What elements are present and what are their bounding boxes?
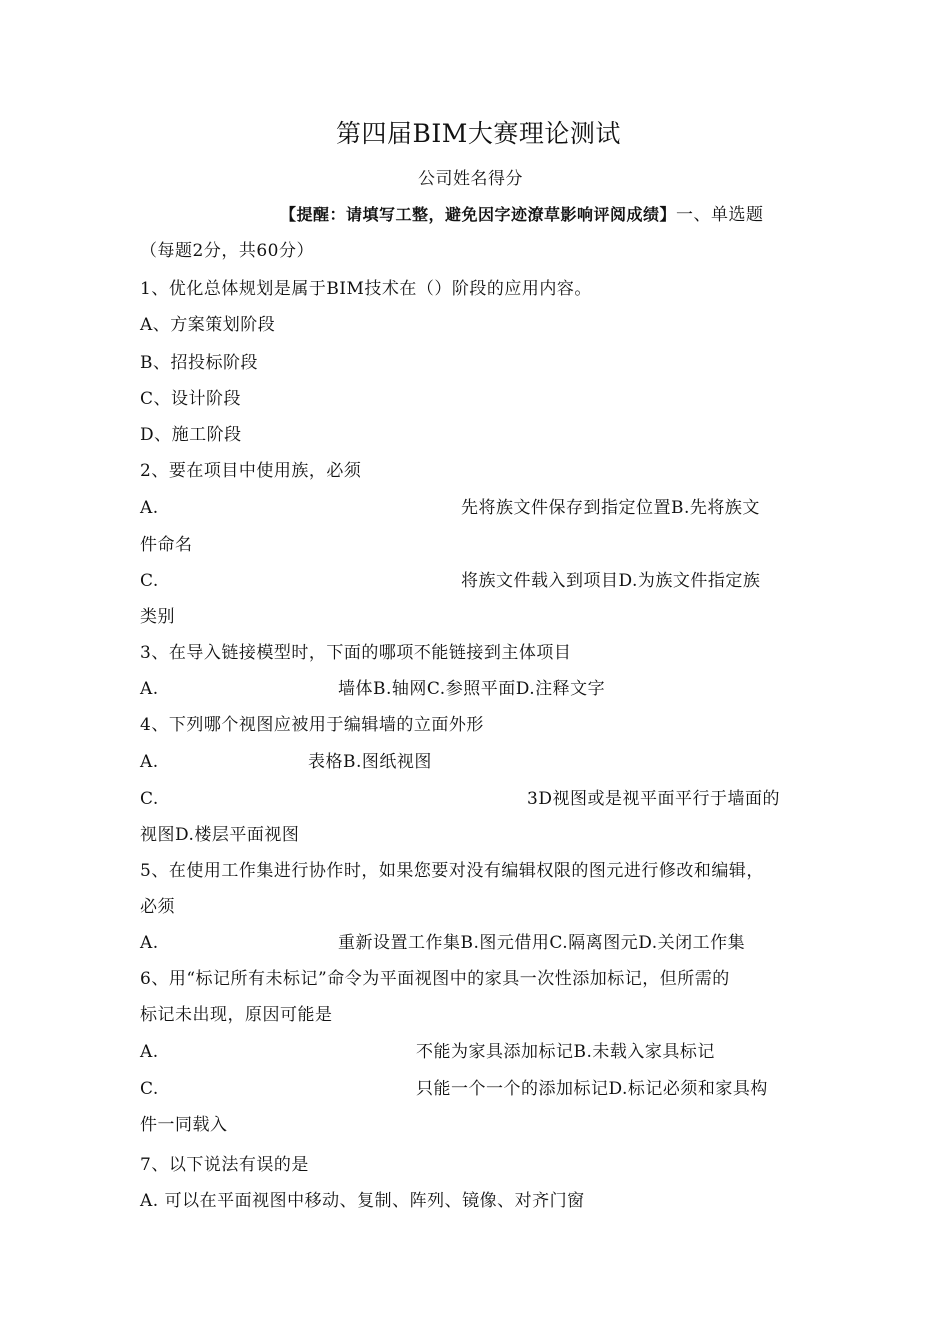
question-7-stem: 7、以下说法有误的是 [140,1155,309,1175]
question-6-stem-cont: 标记未出现，原因可能是 [140,1005,333,1025]
question-1-option-a: A、方案策划阶段 [140,315,276,335]
question-4-options-ab: 表格B.图纸视图 [308,752,432,772]
question-7-option-a: A. 可以在平面视图中移动、复制、阵列、镜像、对齐门窗 [140,1191,585,1211]
question-2-label-a: A. [140,498,159,518]
question-6-options-cd-cont: 件一同载入 [140,1115,228,1135]
question-4-stem: 4、下列哪个视图应被用于编辑墙的立面外形 [140,715,484,735]
question-3-options: 墙体B.轴网C.参照平面D.注释文字 [338,679,606,699]
question-2-stem: 2、要在项目中使用族，必须 [140,461,362,481]
question-2-options-cd: 将族文件载入到项目D.为族文件指定族 [461,571,761,591]
question-2-label-c: C. [140,571,159,591]
question-4-label-c: C. [140,789,159,809]
question-5-label-a: A. [140,933,159,953]
question-1-option-b: B、招投标阶段 [140,353,258,373]
question-5-stem-cont: 必须 [140,897,175,917]
question-4-options-cd: 3D视图或是视平面平行于墙面的 [527,789,780,809]
question-1-option-c: C、设计阶段 [140,389,242,409]
question-4-label-a: A. [140,752,159,772]
question-6-label-a: A. [140,1042,159,1062]
question-1-stem: 1、优化总体规划是属于BIM技术在（）阶段的应用内容。 [140,279,592,299]
question-4-options-cd-cont: 视图D.楼层平面视图 [140,825,300,845]
reminder-text: 【提醒：请填写工整，避免因字迹潦草影响评阅成绩】 [280,205,677,224]
reminder-line [280,204,764,226]
question-2-options-ab: 先将族文件保存到指定位置B.先将族文 [461,498,760,518]
question-6-stem: 6、用“标记所有未标记”命令为平面视图中的家具一次性添加标记，但所需的 [140,969,730,989]
info-line: 公司姓名得分 [418,169,523,189]
question-3-stem: 3、在导入链接模型时，下面的哪项不能链接到主体项目 [140,643,572,663]
question-5-options: 重新设置工作集B.图元借用C.隔离图元D.关闭工作集 [338,933,746,953]
question-2-options-ab-cont: 件命名 [140,535,193,555]
question-3-label-a: A. [140,679,159,699]
question-6-options-ab: 不能为家具添加标记B.未载入家具标记 [416,1042,715,1062]
section-heading: 一、单选题 [676,205,764,225]
page-title: 第四届BIM大赛理论测试 [336,119,621,148]
question-2-options-cd-cont: 类别 [140,607,175,627]
scoring-note: （每题2分，共60分） [140,241,314,261]
question-6-options-cd: 只能一个一个的添加标记D.标记必须和家具构 [416,1079,768,1099]
question-6-label-c: C. [140,1079,159,1099]
question-1-option-d: D、施工阶段 [140,425,242,445]
question-5-stem: 5、在使用工作集进行协作时，如果您要对没有编辑权限的图元进行修改和编辑， [140,861,764,881]
